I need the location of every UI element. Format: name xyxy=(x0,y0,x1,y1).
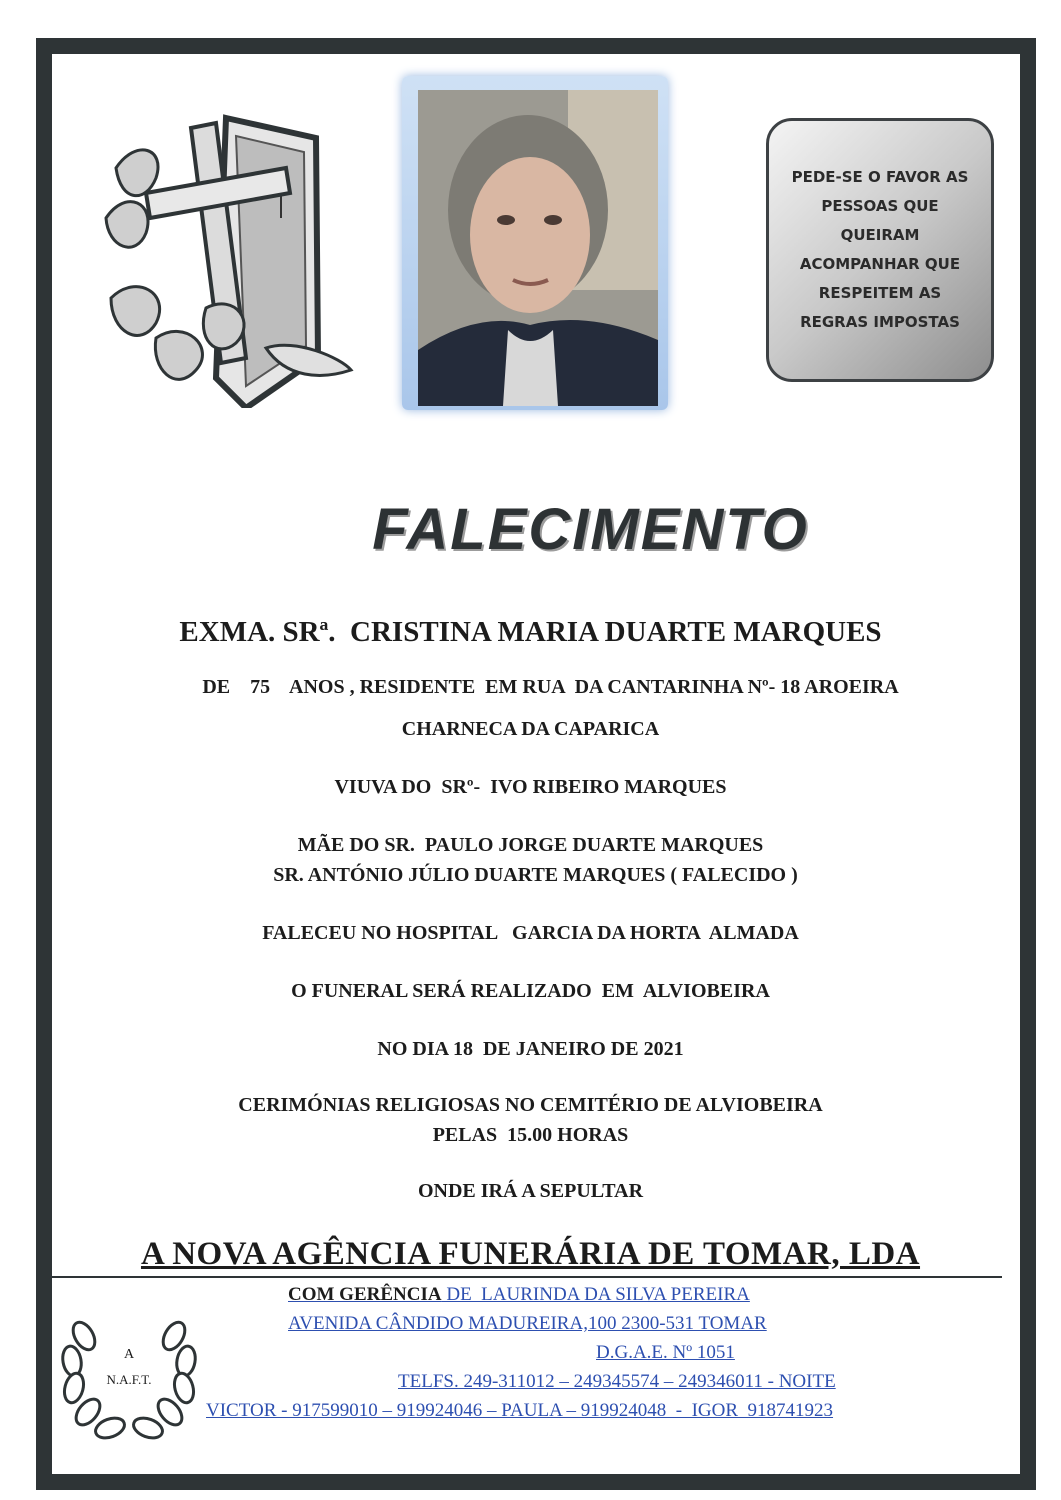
burial-line: ONDE IRÁ A SEPULTAR xyxy=(417,1180,644,1202)
manager-name: DE LAURINDA DA SILVA PEREIRA xyxy=(441,1284,750,1305)
agency-dgae: D.G.A.E. Nº 1051 xyxy=(596,1342,735,1363)
funeral-date: NO DIA 18 DE JANEIRO DE 2021 xyxy=(377,1038,684,1060)
manager-label: COM GERÊNCIA xyxy=(288,1284,442,1305)
agency-mobiles: VICTOR - 917599010 – 919924046 – PAULA – 919924048 - IGOR 918741923 xyxy=(206,1400,834,1421)
logo-naft: N.A.F.T. xyxy=(106,1372,152,1387)
cross-lily-illustration xyxy=(96,108,356,408)
agency-address: AVENIDA CÂNDIDO MADUREIRA,100 2300-531 TOMAR xyxy=(288,1313,767,1334)
agency-manager xyxy=(288,1284,750,1306)
agency-name: A NOVA AGÊNCIA FUNERÁRIA DE TOMAR, LDA xyxy=(140,1236,921,1272)
residence-city: CHARNECA DA CAPARICA xyxy=(401,718,660,740)
logo-letter-a: A xyxy=(123,1347,135,1362)
mother-line-2: SR. ANTÓNIO JÚLIO DUARTE MARQUES ( FALECIDO ) xyxy=(263,864,798,886)
notice-text: PEDE-SE O FAVOR AS PESSOAS QUE QUEIRAM ACOMPANHAR QUE RESPEITEM AS REGRAS IMPOSTAS xyxy=(791,168,969,331)
mother-line-1: MÃE DO SR. PAULO JORGE DUARTE MARQUES xyxy=(297,834,764,856)
notice-box xyxy=(766,118,994,382)
agency-telephones: TELFS. 249-311012 – 249345574 – 249346011 - NOITE xyxy=(398,1371,836,1392)
portrait-image xyxy=(418,90,658,406)
ceremony-line-2: PELAS 15.00 HORAS xyxy=(432,1124,629,1146)
naft-wreath-logo xyxy=(54,1296,204,1446)
widow-line: VIUVA DO SRº- IVO RIBEIRO MARQUES xyxy=(334,776,727,798)
deceased-name: EXMA. SRª. CRISTINA MARIA DUARTE MARQUES xyxy=(179,616,882,648)
funeral-place: O FUNERAL SERÁ REALIZADO EM ALVIOBEIRA xyxy=(291,980,770,1002)
headline-falecimento: FALECIMENTO xyxy=(372,497,809,562)
portrait-photo xyxy=(402,76,668,410)
ceremony-line-1: CERIMÓNIAS RELIGIOSAS NO CEMITÉRIO DE ALVIOBEIRA xyxy=(238,1094,823,1116)
age-residence: DE 75 ANOS , RESIDENTE EM RUA DA CANTARINHA Nº- 18 AROEIRA xyxy=(202,676,899,698)
footer-divider xyxy=(52,1276,1002,1278)
death-place: FALECEU NO HOSPITAL GARCIA DA HORTA ALMADA xyxy=(262,922,799,944)
